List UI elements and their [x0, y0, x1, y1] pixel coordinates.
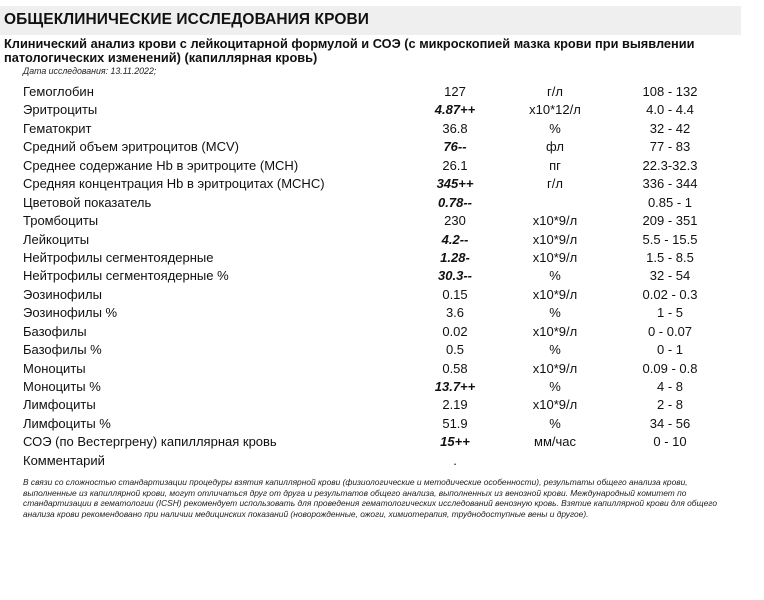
result-row	[0, 174, 764, 192]
result-reference: 22.3-32.3	[642, 157, 698, 173]
test-name: Клинический анализ крови с лейкоцитарной формулой и СОЭ (с микроскопией мазка крови при выявлении патологических изменений) (капиллярная кровь)	[4, 36, 695, 65]
result-unit: пг	[549, 157, 561, 173]
result-name: Гемоглобин	[23, 84, 94, 99]
result-reference: 209 - 351	[642, 213, 698, 229]
result-name: Среднее содержание Hb в эритроците (MCH)	[23, 157, 299, 173]
result-unit: х10*12/л	[529, 102, 581, 118]
result-value: 0.58	[442, 360, 468, 376]
section-title: ОБЩЕКЛИНИЧЕСКИЕ ИССЛЕДОВАНИЯ КРОВИ	[4, 11, 370, 28]
result-name: Эритроциты	[23, 102, 98, 118]
result-name: Нейтрофилы сегментоядерные %	[23, 268, 229, 284]
result-value: 0.5	[445, 342, 465, 358]
result-value: 4.2--	[441, 231, 469, 247]
result-reference: 0 - 10	[653, 434, 687, 450]
result-unit: х10*9/л	[532, 249, 578, 265]
result-unit: мм/час	[534, 434, 576, 450]
result-value: 13.7++	[434, 379, 476, 394]
result-value: 76--	[443, 139, 467, 155]
result-row	[0, 100, 764, 118]
result-value: 230	[444, 213, 466, 229]
result-reference: 4 - 8	[656, 379, 683, 394]
result-value: 4.87++	[434, 102, 476, 118]
result-reference: 108 - 132	[642, 84, 698, 99]
result-row	[0, 432, 764, 450]
result-reference: 5.5 - 15.5	[642, 231, 698, 247]
result-value: 127	[444, 84, 466, 99]
result-row	[0, 230, 764, 248]
result-value: 2.19	[442, 397, 468, 413]
result-unit: х10*9/л	[532, 323, 578, 339]
result-value: 0.02	[442, 323, 468, 339]
result-name: Моноциты	[23, 360, 86, 376]
result-value: 15++	[440, 434, 470, 450]
result-value: 30.3--	[438, 268, 472, 284]
result-name: Лимфоциты %	[23, 415, 111, 431]
result-value: 0.15	[442, 286, 468, 302]
result-reference: 0.09 - 0.8	[642, 360, 698, 376]
result-unit: %	[549, 379, 561, 394]
result-name: Средняя концентрация Hb в эритроцитах (MCHC)	[23, 176, 325, 192]
result-row	[0, 303, 764, 321]
result-value: 0.78--	[438, 194, 472, 210]
result-reference: 2 - 8	[656, 397, 683, 413]
result-value: 26.1	[442, 157, 468, 173]
results-table	[0, 82, 764, 469]
result-name: Средний объем эритроцитов (MCV)	[23, 139, 239, 155]
result-row	[0, 248, 764, 266]
result-value: 51.9	[442, 415, 468, 431]
result-row	[0, 137, 764, 155]
result-row	[0, 156, 764, 174]
result-unit: %	[549, 415, 561, 431]
result-reference: 34 - 56	[649, 415, 691, 431]
result-row	[0, 451, 764, 469]
result-name: Лейкоциты	[23, 231, 90, 247]
result-value: 36.8	[442, 120, 468, 136]
result-unit: %	[549, 305, 561, 321]
result-row	[0, 119, 764, 137]
result-reference: 0.02 - 0.3	[642, 286, 698, 302]
result-row	[0, 266, 764, 284]
result-row	[0, 340, 764, 358]
result-unit: %	[549, 268, 561, 284]
result-reference: 77 - 83	[649, 139, 691, 155]
result-name: Базофилы	[23, 323, 87, 339]
result-name: Комментарий	[23, 452, 105, 468]
result-name: Эозинофилы %	[23, 305, 118, 321]
result-name: Лимфоциты	[23, 397, 96, 413]
result-reference: 0 - 1	[656, 342, 683, 358]
result-reference: 32 - 54	[649, 268, 691, 284]
result-unit: %	[549, 120, 561, 136]
result-unit: х10*9/л	[532, 397, 578, 413]
result-row	[0, 414, 764, 432]
result-name: Тромбоциты	[23, 213, 99, 229]
result-reference: 0.85 - 1	[647, 194, 693, 210]
result-unit: г/л	[547, 176, 563, 192]
test-date: Дата исследования: 13.11.2022;	[23, 66, 157, 76]
result-reference: 336 - 344	[642, 176, 698, 192]
result-name: Моноциты %	[23, 379, 101, 394]
result-name: Нейтрофилы сегментоядерные	[23, 249, 214, 265]
result-reference: 0 - 0.07	[647, 323, 693, 339]
result-value: .	[453, 452, 457, 468]
result-name: СОЭ (по Вестергрену) капиллярная кровь	[23, 434, 277, 450]
result-reference: 4.0 - 4.4	[646, 102, 694, 118]
result-row	[0, 82, 764, 100]
result-name: Эозинофилы	[23, 286, 102, 302]
result-value: 1.28-	[440, 249, 470, 265]
result-row	[0, 211, 764, 229]
result-unit: %	[549, 342, 561, 358]
result-unit: х10*9/л	[532, 286, 578, 302]
result-unit: г/л	[547, 84, 563, 99]
result-name: Гематокрит	[23, 120, 92, 136]
result-reference: 1.5 - 8.5	[646, 249, 694, 265]
result-value: 345++	[436, 176, 474, 192]
result-unit: фл	[546, 139, 564, 155]
result-unit: х10*9/л	[532, 231, 578, 247]
result-name: Базофилы %	[23, 342, 102, 358]
result-row	[0, 285, 764, 303]
result-row	[0, 377, 764, 395]
result-name: Цветовой показатель	[23, 194, 152, 210]
result-row	[0, 395, 764, 413]
result-unit: х10*9/л	[532, 360, 578, 376]
result-row	[0, 322, 764, 340]
result-reference: 1 - 5	[656, 305, 683, 321]
result-reference: 32 - 42	[649, 120, 691, 136]
result-row	[0, 359, 764, 377]
result-row	[0, 193, 764, 211]
footnote: В связи со сложностью стандартизации процедуры взятия капиллярной крови (физиологические и методические особенности), результаты общего анализа крови, выполненные из капиллярной крови, могут отличаться друг от друга и результатов общего анализа, выполненных из венозной крови. Международный комитет по стандартизации в гематологии (ICSH) рекомендует использовать для проведения гематологических исследований венозную кровь. Взятие капиллярной крови для общего анализа крови рекомендовано при наличии медицинских показаний (новорожденные, ожоги, химиотерапия, труднодоступные вены и другое).	[23, 477, 717, 519]
result-unit: х10*9/л	[532, 213, 578, 229]
result-value: 3.6	[445, 305, 465, 321]
